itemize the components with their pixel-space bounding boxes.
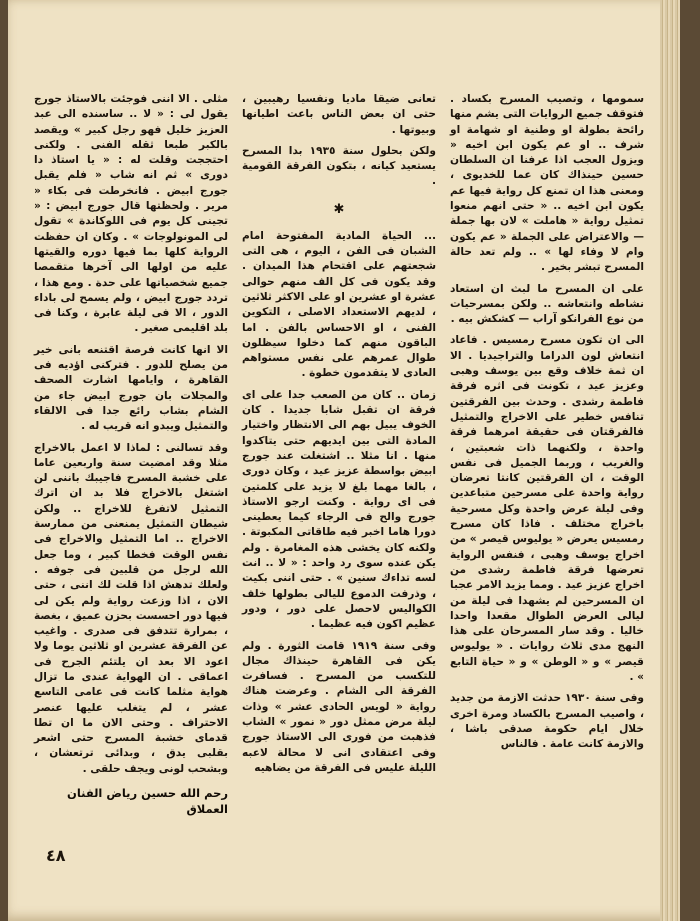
column-left xyxy=(34,92,228,872)
paragraph: وفى سنة ١٩١٩ قامت الثورة . ولم يكن فى القاهرة حينذاك مجال للتكسب من المسرح . فسافرت الفرقة الى الشام . وعرضت هناك رواية « لويس الحادى عشر » وذات ليلة مرض ممثل دور « نمور » الشاب فذهبت من فورى الى الاستاذ جورج وفى اعتقادى انى لا محالة لاعبه الليلة عليس فى الفرقة من يضاهيه xyxy=(242,639,436,774)
page-edge xyxy=(660,0,680,921)
paragraph: ... الحياة المادية المفتوحة امام الشبان فى الفن ، اليوم ، هى التى شجعتهم على اقتحام هذا الميدان . وقد يكون فى كل الف منهم حوالى عشرة او عشرين او على الاكثر ثلاثين ، لديهم الاستعداد الاصلى ، التكوين الفنى ، او الاحساس بالفن . اما الباقون منهم كما دخلوا سيظلون طوال عمرهم على نفس مستواهم العادى لا يتقدمون خطوة . xyxy=(242,229,436,380)
paragraph: وفى سنة ١٩٣٠ حدثت الازمة من جديد ، واصيب المسرح بالكساد ومرة اخرى خلال ايام حكومة صدقى باشا ، والازمة كانت عامة . فالناس xyxy=(450,692,644,751)
column-middle xyxy=(242,92,436,872)
magazine-page xyxy=(8,0,680,921)
paragraph: الى ان تكون مسرح رمسيس . فاعاد انتعاش لون الدراما والتراجيديا . الا ان ثمة خلاف وقع بين يوسف وهبى وعزيز عيد ، تكونت فى اثره فرقة فاطمة رشدى . وحدث بين الفرقتين تنافس خطير على الاخراج والتمثيل فالفرقتان فى حقيقة امرهما فرقة واحدة ، ولكنهما ذات شعبتين ، والغريب ، وربما الجميل فى نفس الوقت ، ان الفرقتين كانتا تعرضان رواية واحدة على مسرحين متباعدين وفى ليلة عرض واحدة وكل مسرحية باخراج مختلف . فاذا كان مسرح رمسيس يعرض « يوليوس قيصر » من اخراج يوسف وهبى ، فنفس الرواية تعرضها فرقة فاطمة رشدى من اخراج عزيز عيد . ومما يزيد الامر عجبا ان المسرحين لم يشهدا فى ليلة من ليالى العرض الطوال مقعدا واحدا خاليا . وقد سار المسرحان على هذا النهج مدى ثلاث روايات . « يوليوس قيصر » و « الوطن » و « حياة التابع » . xyxy=(450,334,644,683)
paragraph: زمان .. كان من الصعب جدا على اى فرقة ان تقبل شابا جديدا . كان الخوف يبيل بهم الى الانتظار واختيار المادة التى بين ايديهم حتى يتاكدوا منها . انا مثلا .. اشتغلت عند جورج ابيض بواسطة عزيز عيد ، وكان دورى ، بالغا مهما بلغ لا يزيد على كلمتين فى اى رواية . وكنت ارجو الاستاذ جورج والح فى الرجاء كيما يعطينى دورا هاما اخبر فيه طاقاتى المكبوتة . ولكنه كان يخشى هذه المغامرة . ولم يكن عنده سوى رد واحد : « لا .. انت لسه تداءك سنين » . حتى اننى بكيت ، وذرفت الدموع لليالى بطولها خلف الكواليس لاحصل على دور ، ودور عظيم اكون فيه عظيما . xyxy=(242,388,436,631)
paragraph: مثلى . الا اننى فوجئت بالاستاذ جورج يقول لى : « لا .. ساسنده الى عبد العزيز خليل فهو رجل كبير » ويقصد بالكبر طبعا ثقله الفنى . ولكنى احتججت وقلت له : « يا استاذ دا دورى » ثم انه شاب « فلم يقبل جورج ابيض . فانخرطت فى بكاء « مرير . ولحظتها قال جورج ابيض : « تجينى كل يوم فى اللوكاندة » تقول لى المونولوجات » . وكان ان حفظت الرواية كلها بما فيها دوره والقيتها عليه من اولها الى آخرها متقمصا جميع شخصياتها على حدة . ومع هذا ، تردد جورج ابيض ، ولم يسمح لى باداء الدور ، الا فى ليلة عابرة ، وكنا فى بلد اقليمى صغير . xyxy=(34,93,228,335)
closing-signature: رحم الله حسين رياض الفنان العملاق xyxy=(67,786,228,817)
section-divider-star-icon: ✱ xyxy=(333,201,345,217)
page-number: ٤٨ xyxy=(46,846,66,865)
paragraph: على ان المسرح ما لبث ان استعاد نشاطه وانتعاشه .. ولكن بمسرحيات من نوع الفرانكو آراب — كشكش بيه . xyxy=(450,282,644,326)
paragraph: تعانى ضيقا ماديا ونفسيا رهيبين ، حتى ان بعض الناس باعت اطيانها وبيوتها . xyxy=(242,93,436,136)
paragraph: الا انها كانت فرصة اقتنعه بانى خير من يصلح للدور . فتركنى اؤديه فى القاهرة ، وايامها اشارت الصحف والمجلات بان جورج ابيض جاء من الشام بشاب رائع جدا فى الالقاء والتمثيل ويبدو انه قريب له . xyxy=(34,343,228,433)
column-right xyxy=(450,92,644,872)
paragraph: ولكن بحلول سنة ١٩٣٥ بدا المسرح يستعيد كيانه ، بتكون الفرقة القومية . xyxy=(242,144,436,188)
paragraph: وقد تسالنى : لماذا لا اعمل بالاخراج مثلا وقد امضيت سنة واربعين عاما على خشبة المسرح فاجيبك باننى لن اشتغل بالاخراج فلا بد ان اترك التمثيل لاتفرغ للاخراج .. ولكن شيطان التمثيل يمنعنى من ممارسة الاخراج .. اما التمثيل والاخراج فى نفس الوقت فخطا كبير ، وما جعل الله لرجل من قلبين فى جوفه . ولعلك تدهش اذا قلت لك اننى ، حتى الان ، اذا وزعت رواية ولم يكن لى فيها دور احسست بحزن عميق ، بغصة ، بمرارة تتدفق فى صدرى . واغيب عن الفرقة عشرين او ثلاثين يوما ولا اعود الا بعد ان يلتئم الجرح فى اعماقى . ان الهواية عندى ما تزال هواية مثلما كانت فى عامى التاسع عشر ، لم يتغلب عليها عنصر الاحتراف . وحتى الان ما ان تطا قدماى خشبة المسرح حتى اشعر بقلبى يدق ، وبدائى ترتعشان ، وبشحب لونى ويجف حلقى . xyxy=(34,441,228,775)
paragraph: سمومها ، وتصيب المسرح بكساد . فتوقف جميع الروايات التى يشم منها رائحة بطولة او وطنية او شهامة او شرف .. او عم يكون ابن اخيه « ويزول العجب اذا عرفنا ان السلطان حسين حينذاك كان عما للخديوى ، ومعنى هذا ان تمنع كل رواية فيها عم يكون ابن اخيه .. « حتى انهم منعوا تمثيل رواية « هاملت » لان بها جملة — والاعتراض على الجملة « عم يكون وام لا وفاء لها » .. ولم تعد حالة المسرح تبشر بخير . xyxy=(450,93,644,274)
text-columns xyxy=(30,92,644,872)
